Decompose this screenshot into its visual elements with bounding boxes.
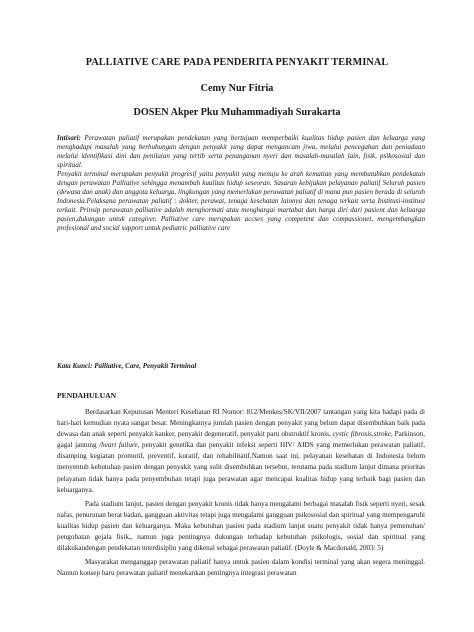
author-name: Cemy Nur Fitria bbox=[200, 83, 274, 94]
keywords: Kata Kunci: Palliative, Care, Penyakit Terminal bbox=[57, 362, 197, 370]
body-text bbox=[57, 407, 425, 582]
abstract bbox=[57, 134, 425, 232]
body-paragraph-1 bbox=[57, 407, 425, 496]
body-p1-d: /heart failure, bbox=[99, 441, 140, 450]
body-p1-a: Berdasarkan Keputusan Menteri Kesehatan RI Nomor: 812/Menkes/SK/VII/2007 tantangan yang kita hadapi pada di hari-hari kemudian nyata sangat besar. Meningkatnya jumlah pasien dengan penyakit yang belum dapat disembuhkan baik pada dewasa dan anak seperti penyakit kanker, penyakit degeneratif, penyakit paru obstruktif kronis, bbox=[57, 408, 425, 439]
body-p1-c: Parkinson, gagal jantung bbox=[57, 430, 425, 450]
body-paragraph-2: Pada stadium lanjut, pasien dengan penyakit kronis tidak hanya mengalami berbagai masalah fisik seperti nyeri, sesak nafas, penurunan berat badan, gangguan aktivitas tetapi juga mengalami gangguan psikososial dan spiritual yang mempengaruhi kualitas hidup pasien dan keluarganya. Maka kebutuhan pasien pada stadium lanjut suatu penyakit tidak hanya pemenuhan/ pengobatan gejala fisik,, namun juga pentingnya dukungan terhadap kebutuhan psikologis, sosial dan spiritual yang dilakukandengan pendekatan interdisiplin yang dikenal sebagai perawatan paliatif. (Doyle & Macdonald, 2003: 5) bbox=[57, 499, 425, 553]
abstract-label: Intisari: bbox=[57, 134, 81, 142]
body-p1-e: penyakit genetika dan penyakit infeksi seperti HIV/ AIDS yang memerlukan perawatan paliatif, disamping kegiatan promotif, preventif, kuratif, dan rehabilitatif.Namun saat ini, pelayanan kesehatan di Indonesia belum menyentuh kebutuhan pasien dengan penyakit yang sulit disembuhkan tersebut, terutama pada stadium lanjut dimana prioritas pelayanan tidak hanya pada penyembuhan tetapi juga perawatan agar mencapai kualitas hidup yang terbaik bagi pasien dan keluarganya. bbox=[57, 441, 426, 494]
body-paragraph-3: Masyarakat menganggap perawatan paliatif hanya untuk pasien dalam kondisi terminal yang akan segera meninggal. Namun konsep baru perawatan paliatif menekankan pentingnya integrasi perawatan bbox=[57, 558, 425, 578]
author-affiliation: DOSEN Akper Pku Muhammadiyah Surakarta bbox=[133, 107, 341, 118]
section-heading: PENDAHULUAN bbox=[57, 391, 117, 400]
abstract-text-1: Perawatan paliatif merupakan pendekatan yang bertujuan memperbaiki kualitas hidup pasien dan keluarga yang menghadapi masalah yang berhubungan dengan penyakit yang dapat mengancam jiwa, melalui pencegahan dan peniadaan melalui identifikasi dini dan penilaian yang tertib serta penanganan nyeri dan masalah-masalah lain, fisik, psikososial dan spiritual. bbox=[57, 134, 426, 169]
body-p1-b: cystic fibrosis,stroke, bbox=[332, 430, 393, 439]
abstract-paragraph-1 bbox=[57, 134, 425, 170]
paper-title: PALLIATIVE CARE PADA PENDERITA PENYAKIT TERMINAL bbox=[85, 57, 389, 68]
abstract-paragraph-2: Penyakit terminal merupakan penyakit progresif yaitu penyakit yang menuju ke arah kematian yang membutuhkan pendekatan dengan perawatan Palliative sehingga menambah kualitas hidup seseoran. Sasaran kebijakan pelayanan paliatif Seluruh pasien (dewasa dan anak) dan anggota keluarga, lingkungan yang memerlukan perawatan paliatif di mana pun pasien berada di seluruh Indonesia.Pelaksana perawatan paliatif : dokter, perawat, tenaga kesehatan lainnya dan tenaga terkait serta Institusi-institusi terkait. Prinsip perawatan palliative adalah menghormati atau menghargai martabat dan harga diri dari pasient dan keluarga pasien,dukungan untuk caregiver, Palliative care merupakan accses yang competent dan compassionet, mengembangkan profesional and social support untuk pediatric palliative care bbox=[57, 169, 425, 232]
